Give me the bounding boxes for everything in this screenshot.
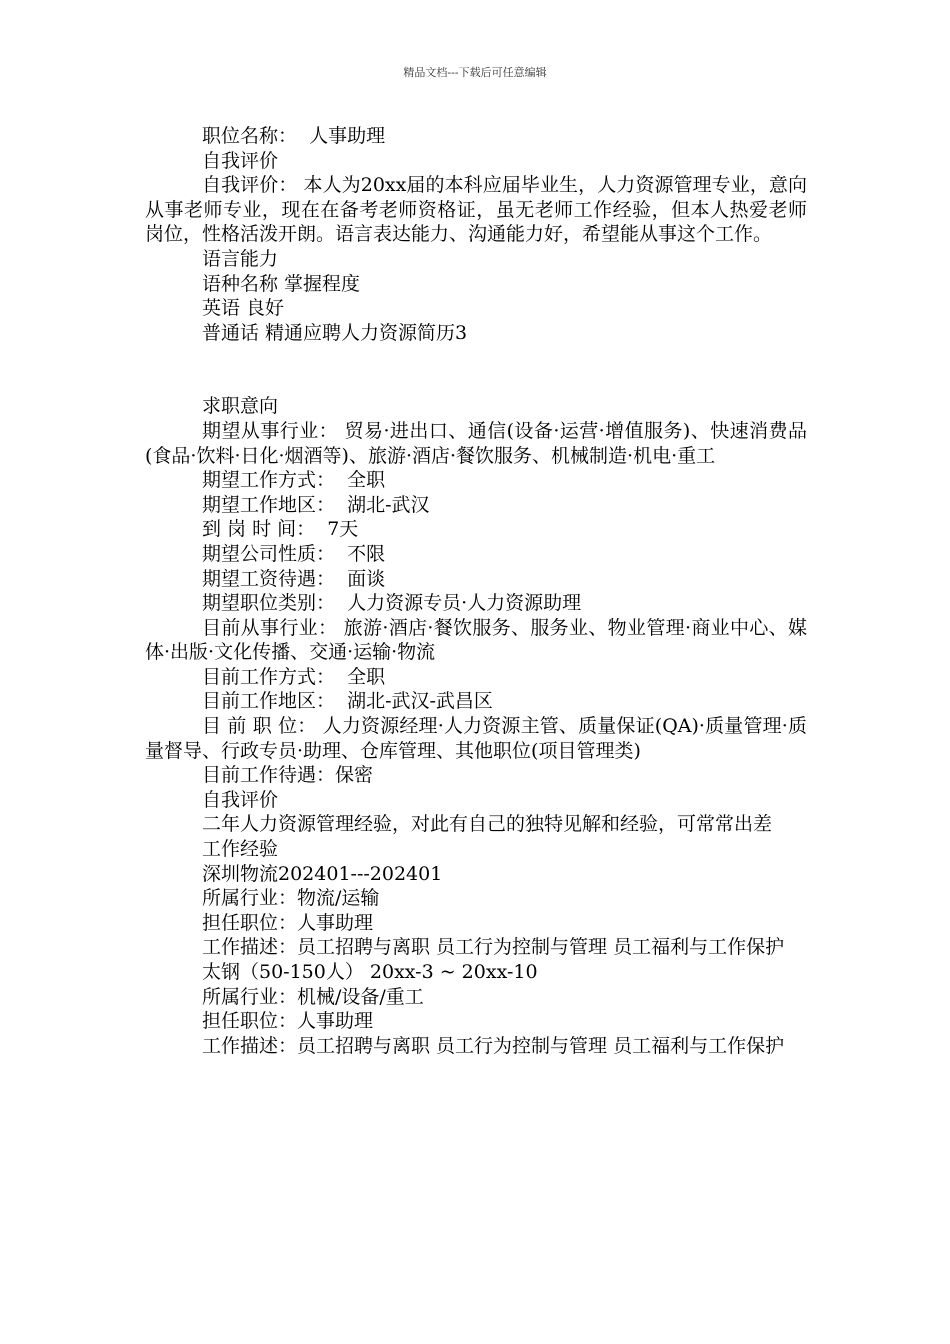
text-line: 普通话 精通应聘人力资源简历3	[202, 321, 468, 344]
text-line: 目 前 职 位： 人力资源经理·人力资源主管、质量保证(QA)·质量管理·质量督导、行政专员·助理、仓库管理、其他职位(项目管理类)	[145, 715, 807, 762]
text-line: 担任职位：人事助理	[202, 911, 374, 934]
text-line: 二年人力资源管理经验，对此有自己的独特见解和经验，可常常出差	[202, 813, 773, 836]
text-line: 目前工作方式： 全职	[202, 665, 386, 688]
text-line: 所属行业：机械/设备/重工	[202, 985, 424, 1008]
text-line: 期望职位类别： 人力资源专员·人力资源助理	[202, 592, 582, 615]
page-header: 精品文档---下载后可任意编辑	[403, 66, 547, 79]
text-line: 英语 良好	[202, 297, 285, 320]
blank-space	[145, 345, 807, 394]
text-line: 语言能力	[202, 247, 279, 270]
text-line: 自我评价	[202, 149, 279, 172]
text-line: 目前从事行业： 旅游·酒店·餐饮服务、服务业、物业管理·商业中心、媒体·出版·文化传播、交通·运输·物流	[145, 616, 807, 664]
text-line: 工作描述：员工招聘与离职 员工行为控制与管理 员工福利与工作保护	[202, 936, 785, 959]
text-line: 目前工作待遇：保密	[202, 764, 374, 787]
text-line: 工作描述：员工招聘与离职 员工行为控制与管理 员工福利与工作保护	[202, 1034, 785, 1057]
text-line: 期望工作方式： 全职	[202, 469, 386, 492]
text-line: 职位名称： 人事助理	[202, 125, 386, 147]
text-line: 太钢（50-150人） 20xx-3 ~ 20xx-10	[202, 961, 538, 983]
text-line: 到 岗 时 间： 7天	[202, 518, 359, 541]
text-line: 自我评价	[202, 788, 279, 811]
text-line: 目前工作地区： 湖北-武汉-武昌区	[202, 690, 493, 713]
text-line: 自我评价： 本人为20xx届的本科应届毕业生，人力资源管理专业，意向从事老师专业，现在在备考老师资格证，虽无老师工作经验，但本人热爱老师岗位，性格活泼开朗。语言表达能力、沟通能力好，希望能从事这个工作。	[145, 174, 807, 246]
text-line: 期望公司性质： 不限	[202, 542, 386, 565]
text-line: 语种名称 掌握程度	[202, 272, 361, 295]
document-body	[145, 124, 807, 1058]
text-line: 深圳物流202401---202401	[202, 862, 443, 885]
text-line: 期望工作地区： 湖北-武汉	[202, 493, 430, 516]
text-line: 担任职位：人事助理	[202, 1010, 374, 1033]
text-line: 期望工资待遇： 面谈	[202, 567, 386, 590]
text-line: 所属行业：物流/运输	[202, 887, 380, 910]
text-line: 工作经验	[202, 838, 279, 861]
text-line: 期望从事行业： 贸易·进出口、通信(设备·运营·增值服务)、快速消费品(食品·饮料·日化·烟酒等)、旅游·酒店·餐饮服务、机械制造·机电·重工	[145, 419, 807, 467]
text-line: 求职意向	[202, 395, 279, 418]
